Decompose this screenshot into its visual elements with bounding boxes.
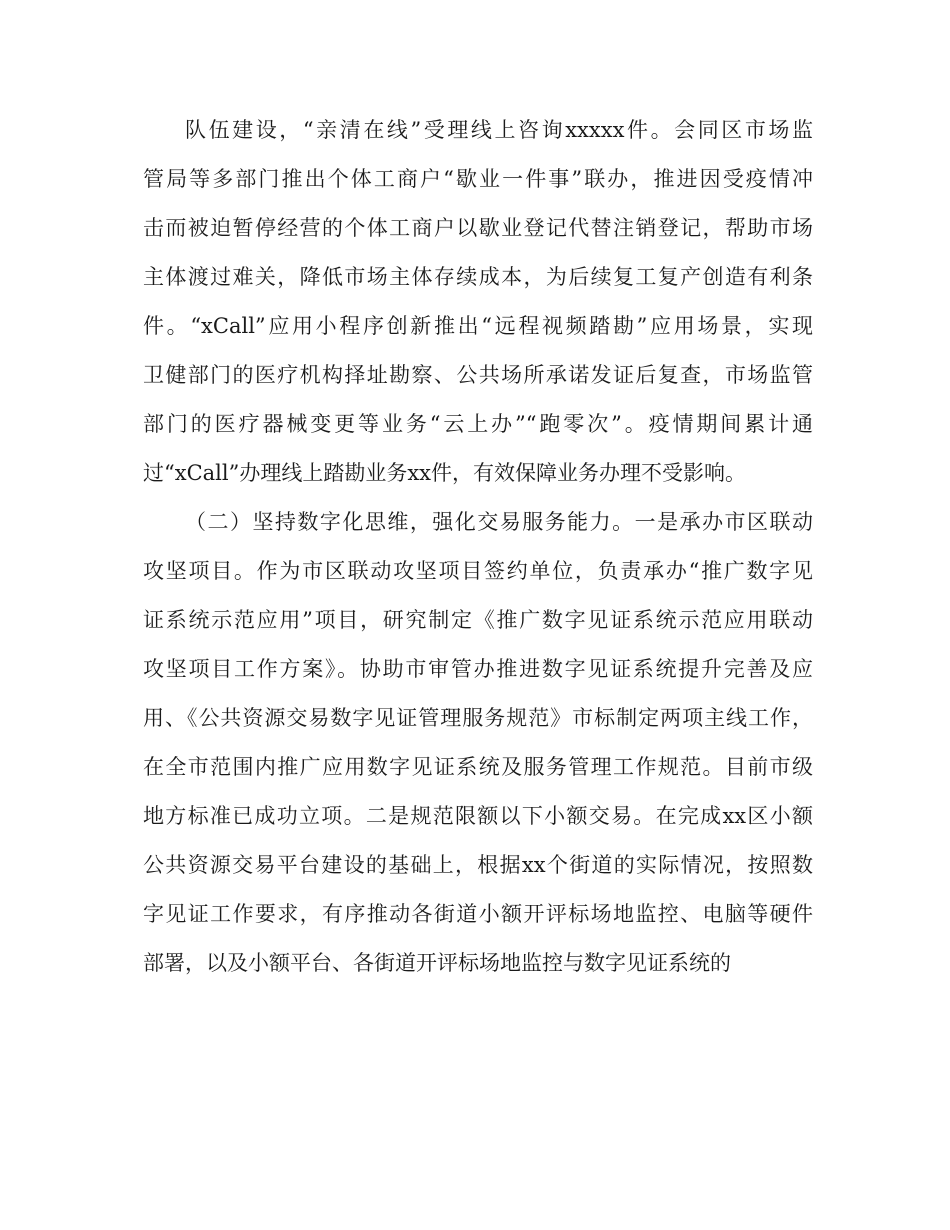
text-line: （二）坚持数字化思维，强化交易服务能力。一是承办市区联动 <box>185 510 813 534</box>
text-line: 卫健部门的医疗机构择址勘察、公共场所承诺发证后复查，市场监管 <box>143 363 813 387</box>
text-line: 公共资源交易平台建设的基础上，根据xx个街道的实际情况，按照数 <box>143 853 813 877</box>
text-line: 管局等多部门推出个体工商户“歇业一件事”联办，推进因受疫情冲 <box>143 167 813 191</box>
text-line: 字见证工作要求，有序推动各街道小额开评标场地监控、电脑等硬件 <box>143 902 813 926</box>
document-body <box>143 106 813 988</box>
text-line: 用、《公共资源交易数字见证管理服务规范》市标制定两项主线工作， <box>143 706 813 730</box>
paragraph-2 <box>143 498 813 988</box>
text-line: 攻坚项目工作方案》。协助市审管办推进数字见证系统提升完善及应 <box>143 657 813 681</box>
text-line: 证系统示范应用”项目，研究制定《推广数字见证系统示范应用联动 <box>143 608 813 632</box>
text-line: 部署，以及小额平台、各街道开评标场地监控与数字见证系统的 <box>143 951 731 975</box>
paragraph-1 <box>143 106 813 498</box>
text-line: 攻坚项目。作为市区联动攻坚项目签约单位，负责承办“推广数字见 <box>143 559 813 583</box>
text-line: 过“xCall”办理线上踏勘业务xx件，有效保障业务办理不受影响。 <box>143 461 747 485</box>
text-line: 在全市范围内推广应用数字见证系统及服务管理工作规范。目前市级 <box>143 755 813 779</box>
text-line: 件。“xCall”应用小程序创新推出“远程视频踏勘”应用场景，实现 <box>143 314 813 338</box>
text-line: 击而被迫暂停经营的个体工商户以歇业登记代替注销登记，帮助市场 <box>143 216 813 240</box>
text-line: 地方标准已成功立项。二是规范限额以下小额交易。在完成xx区小额 <box>143 804 813 828</box>
text-line: 主体渡过难关，降低市场主体存续成本，为后续复工复产创造有利条 <box>143 265 813 289</box>
text-line: 部门的医疗器械变更等业务“云上办”“跑零次”。疫情期间累计通 <box>143 412 813 436</box>
text-line: 队伍建设，“亲清在线”受理线上咨询xxxxx件。会同区市场监 <box>185 118 813 142</box>
